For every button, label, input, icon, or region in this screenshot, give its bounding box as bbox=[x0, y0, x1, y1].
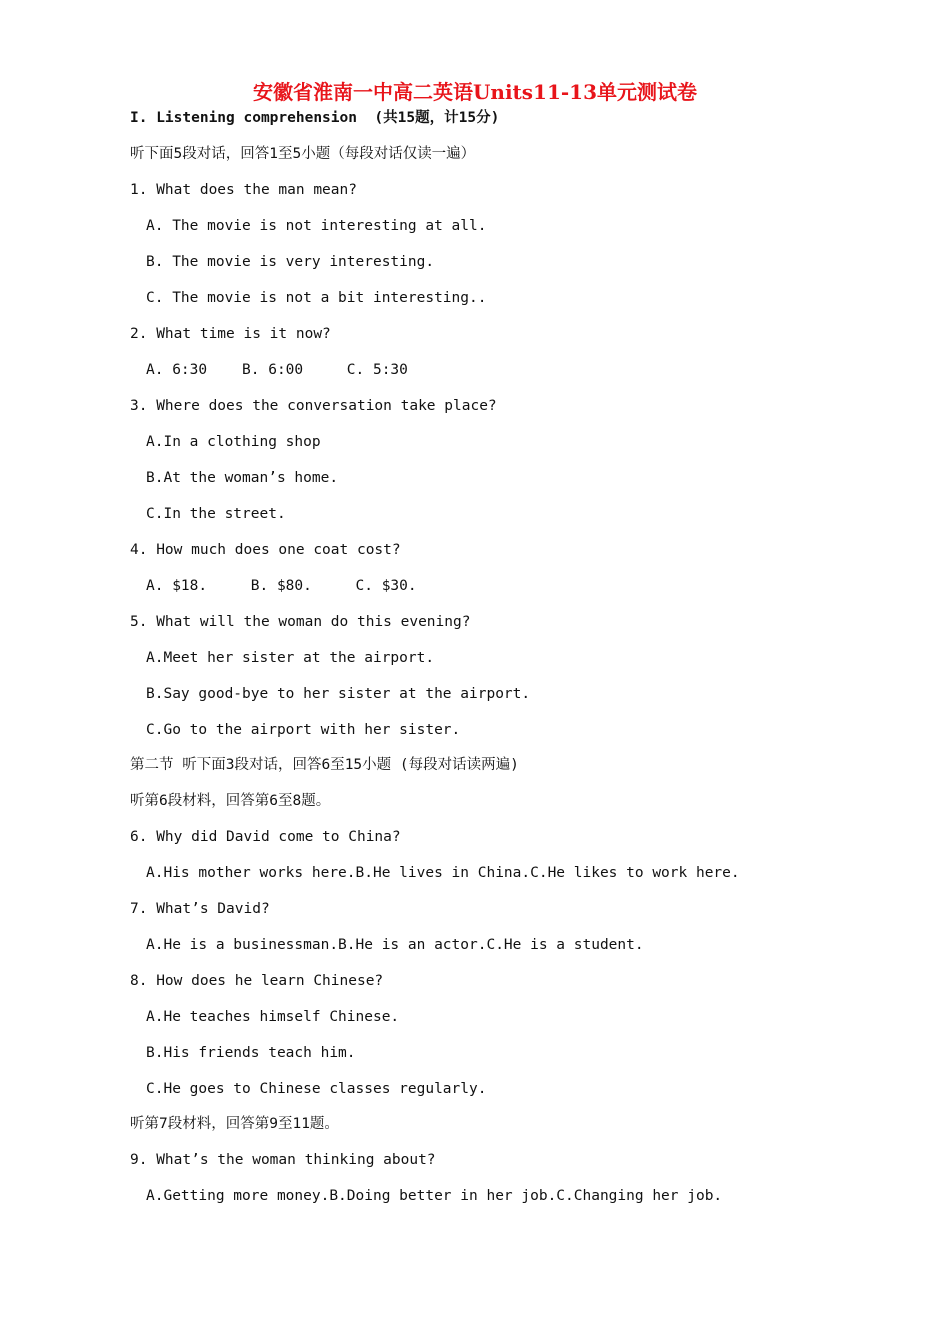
question-5-option-a: A.Meet her sister at the airport. bbox=[146, 650, 435, 666]
question-8-stem: 8. How does he learn Chinese? bbox=[130, 973, 384, 989]
question-1-stem: 1. What does the man mean? bbox=[130, 182, 357, 198]
question-4-options: A. $18. B. $80. C. $30. bbox=[146, 578, 417, 594]
question-6-options: A.His mother works here.B.He lives in China.C.He likes to work here. bbox=[146, 865, 740, 881]
question-6-stem: 6. Why did David come to China? bbox=[130, 829, 401, 845]
question-1-option-a: A. The movie is not interesting at all. bbox=[146, 218, 487, 234]
question-7-stem: 7. What’s David? bbox=[130, 901, 270, 917]
question-4-stem: 4. How much does one coat cost? bbox=[130, 542, 401, 558]
question-5-stem: 5. What will the woman do this evening? bbox=[130, 614, 471, 630]
part2-instruction: 第二节 听下面3段对话，回答6至15小题 (每段对话读两遍) bbox=[130, 757, 519, 773]
question-8-option-b: B.His friends teach him. bbox=[146, 1045, 356, 1061]
question-3-option-a: A.In a clothing shop bbox=[146, 434, 321, 450]
section-heading: I. Listening comprehension (共15题，计15分) bbox=[130, 110, 500, 126]
question-3-stem: 3. Where does the conversation take place? bbox=[130, 398, 497, 414]
question-3-option-b: B.At the woman’s home. bbox=[146, 470, 339, 486]
part1-instruction: 听下面5段对话，回答1至5小题（每段对话仅读一遍） bbox=[130, 146, 476, 162]
question-2-stem: 2. What time is it now? bbox=[130, 326, 331, 342]
question-8-option-c: C.He goes to Chinese classes regularly. bbox=[146, 1081, 487, 1097]
question-1-option-c: C. The movie is not a bit interesting.. bbox=[146, 290, 487, 306]
material-6-instruction: 听第6段材料，回答第6至8题。 bbox=[130, 793, 331, 809]
question-5-option-c: C.Go to the airport with her sister. bbox=[146, 722, 461, 738]
question-3-option-c: C.In the street. bbox=[146, 506, 286, 522]
question-9-stem: 9. What’s the woman thinking about? bbox=[130, 1152, 436, 1168]
document-title: 安徽省淮南一中高二英语Units11-13单元测试卷 bbox=[252, 80, 698, 104]
question-7-options: A.He is a businessman.B.He is an actor.C.He is a student. bbox=[146, 937, 644, 953]
question-8-option-a: A.He teaches himself Chinese. bbox=[146, 1009, 400, 1025]
question-5-option-b: B.Say good-bye to her sister at the airport. bbox=[146, 686, 531, 702]
question-9-options: A.Getting more money.B.Doing better in her job.C.Changing her job. bbox=[146, 1188, 723, 1204]
question-1-option-b: B. The movie is very interesting. bbox=[146, 254, 435, 270]
material-7-instruction: 听第7段材料，回答第9至11题。 bbox=[130, 1116, 339, 1132]
question-2-options: A. 6:30 B. 6:00 C. 5:30 bbox=[146, 362, 408, 378]
